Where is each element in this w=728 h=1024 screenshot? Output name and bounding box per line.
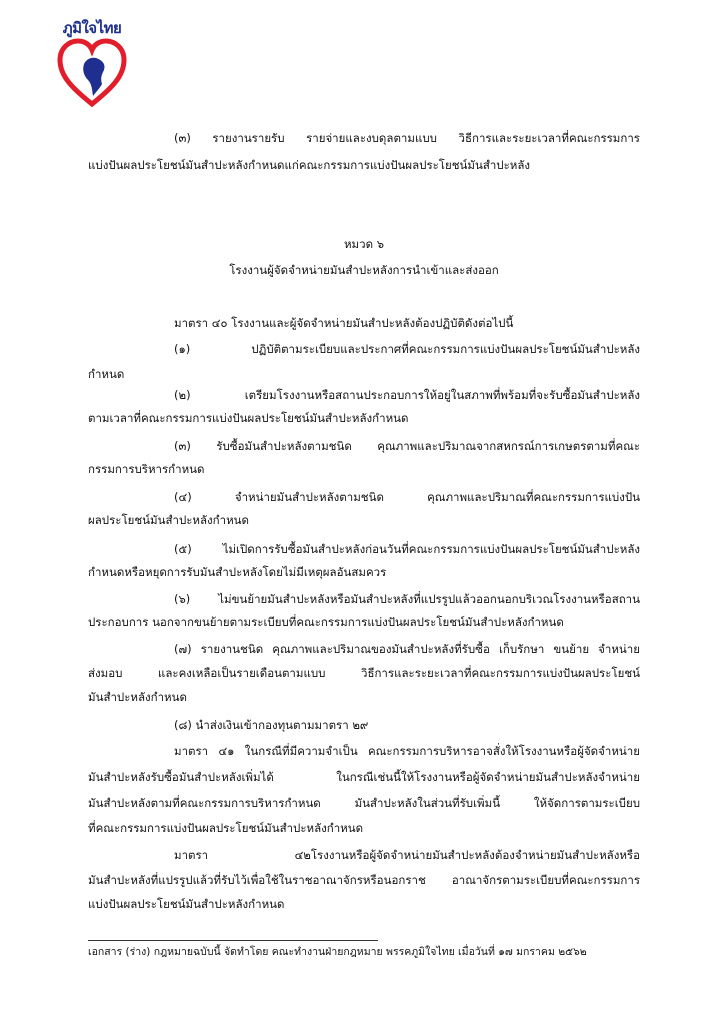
section-42-line-1: มาตรา ๔๒โรงงานหรือผู้จัดจำหน่ายมันสำปะหลังต้องจำหน่ายมันสำปะหลังหรือ [174,848,640,862]
s40-item-7-line-3: มันสำปะหลังกำหนด [88,690,187,704]
s40-item-7-line-1: (๗) รายงานชนิด คุณภาพและปริมาณของมันสำปะหลังที่รับซื้อ เก็บรักษา ขนย้าย จำหน่าย [174,642,640,656]
para-a-line-2: แบ่งปันผลประโยชน์มันสำปะหลังกำหนดแก่คณะกรรมการแบ่งปันผลประโยชน์มันสำปะหลัง [88,158,531,172]
chapter-number: หมวด ๖ [343,237,385,251]
s40-item-8: (๘) นำส่งเงินเข้ากองทุนตามมาตรา ๒๙ [174,718,369,732]
section-41-line-4: ที่คณะกรรมการแบ่งปันผลประโยชน์มันสำปะหลังกำหนด [88,821,364,835]
s40-item-6-line-1: (๖) ไม่ขนย้ายมันสำปะหลังหรือมันสำปะหลังที่แปรรูปแล้วออกนอกบริเวณโรงงานหรือสถาน [174,592,640,606]
s40-item-5-line-2: กำหนดหรือหยุดการรับมันสำปะหลังโดยไม่มีเหตุผลอันสมควร [88,565,387,579]
s40-item-7-line-2: ส่งมอบ และคงเหลือเป็นรายเดือนตามแบบ วิธีการและระยะเวลาที่คณะกรรมการแบ่งปันผลประโยชน์ [88,666,640,680]
section-40-intro: มาตรา ๔๐ โรงงานและผู้จัดจำหน่ายมันสำปะหลังต้องปฏิบัติดังต่อไปนี้ [174,316,514,330]
section-42-line-2: มันสำปะหลังที่แปรรูปแล้วที่รับไว้เพื่อใช้ในราชอาณาจักรหรือนอกราช อาณาจักรตามระเบียบที่คณะกรรมการ [88,873,640,887]
s40-item-5-line-1: (๕) ไม่เปิดการรับซื้อมันสำปะหลังก่อนวันที่คณะกรรมการแบ่งปันผลประโยชน์มันสำปะหลัง [174,542,640,556]
section-41-line-1: มาตรา ๔๑ ในกรณีที่มีความจำเป็น คณะกรรมการบริหารอาจสั่งให้โรงงานหรือผู้จัดจำหน่าย [174,744,640,758]
section-41-line-3: มันสำปะหลังตามที่คณะกรรมการบริหารกำหนด มันสำปะหลังในส่วนที่รับเพิ่มนี้ ให้จัดการตามระเบียบ [88,796,640,810]
chapter-title: โรงงานผู้จัดจำหน่ายมันสำปะหลังการนำเข้าและส่งออก [229,263,499,277]
section-41-line-2: มันสำปะหลังรับซื้อมันสำปะหลังเพิ่มได้ ในกรณีเช่นนี้ให้โรงงานหรือผู้จัดจำหน่ายมันสำปะหลังจำหน่าย [88,770,640,784]
heart-map-icon [56,38,128,108]
s40-item-2-line-2: ตามเวลาที่คณะกรรมการแบ่งปันผลประโยชน์มันสำปะหลังกำหนด [88,411,409,425]
s40-item-1-line-1: (๑) ปฏิบัติตามระเบียบและประกาศที่คณะกรรมการแบ่งปันผลประโยชน์มันสำปะหลัง [174,342,640,356]
section-42-line-3: แบ่งปันผลประโยชน์มันสำปะหลังกำหนด [88,897,285,911]
s40-item-4-line-2: ผลประโยชน์มันสำปะหลังกำหนด [88,513,249,527]
s40-item-4-line-1: (๔) จำหน่ายมันสำปะหลังตามชนิด คุณภาพและปริมาณที่คณะกรรมการแบ่งปัน [174,490,640,504]
logo-wordmark: ภูมิใจไทย [62,19,122,37]
footnote: เอกสาร (ร่าง) กฎหมายฉบับนี้ จัดทำโดย คณะทำงานฝ่ายกฎหมาย พรรคภูมิใจไทย เมื่อวันที่ ๑๗ มกราคม ๒๕๖๒ [88,946,587,958]
s40-item-3-line-2: กรรมการบริหารกำหนด [88,462,205,476]
s40-item-6-line-2: ประกอบการ นอกจากขนย้ายตามระเบียบที่คณะกรรมการแบ่งปันผลประโยชน์มันสำปะหลังกำหนด [88,615,564,629]
para-a-line-1: (๓) รายงานรายรับ รายจ่ายและงบดุลตามแบบ วิธีการและระยะเวลาที่คณะกรรมการ [174,131,640,145]
s40-item-3-line-1: (๓) รับซื้อมันสำปะหลังตามชนิด คุณภาพและปริมาณจากสหกรณ์การเกษตรตามที่คณะ [174,439,640,453]
party-logo [50,18,134,110]
s40-item-2-line-1: (๒) เตรียมโรงงานหรือสถานประกอบการให้อยู่ในสภาพที่พร้อมที่จะรับซื้อมันสำปะหลัง [174,388,640,402]
footnote-divider [88,940,378,941]
s40-item-1-line-2: กำหนด [88,367,125,381]
